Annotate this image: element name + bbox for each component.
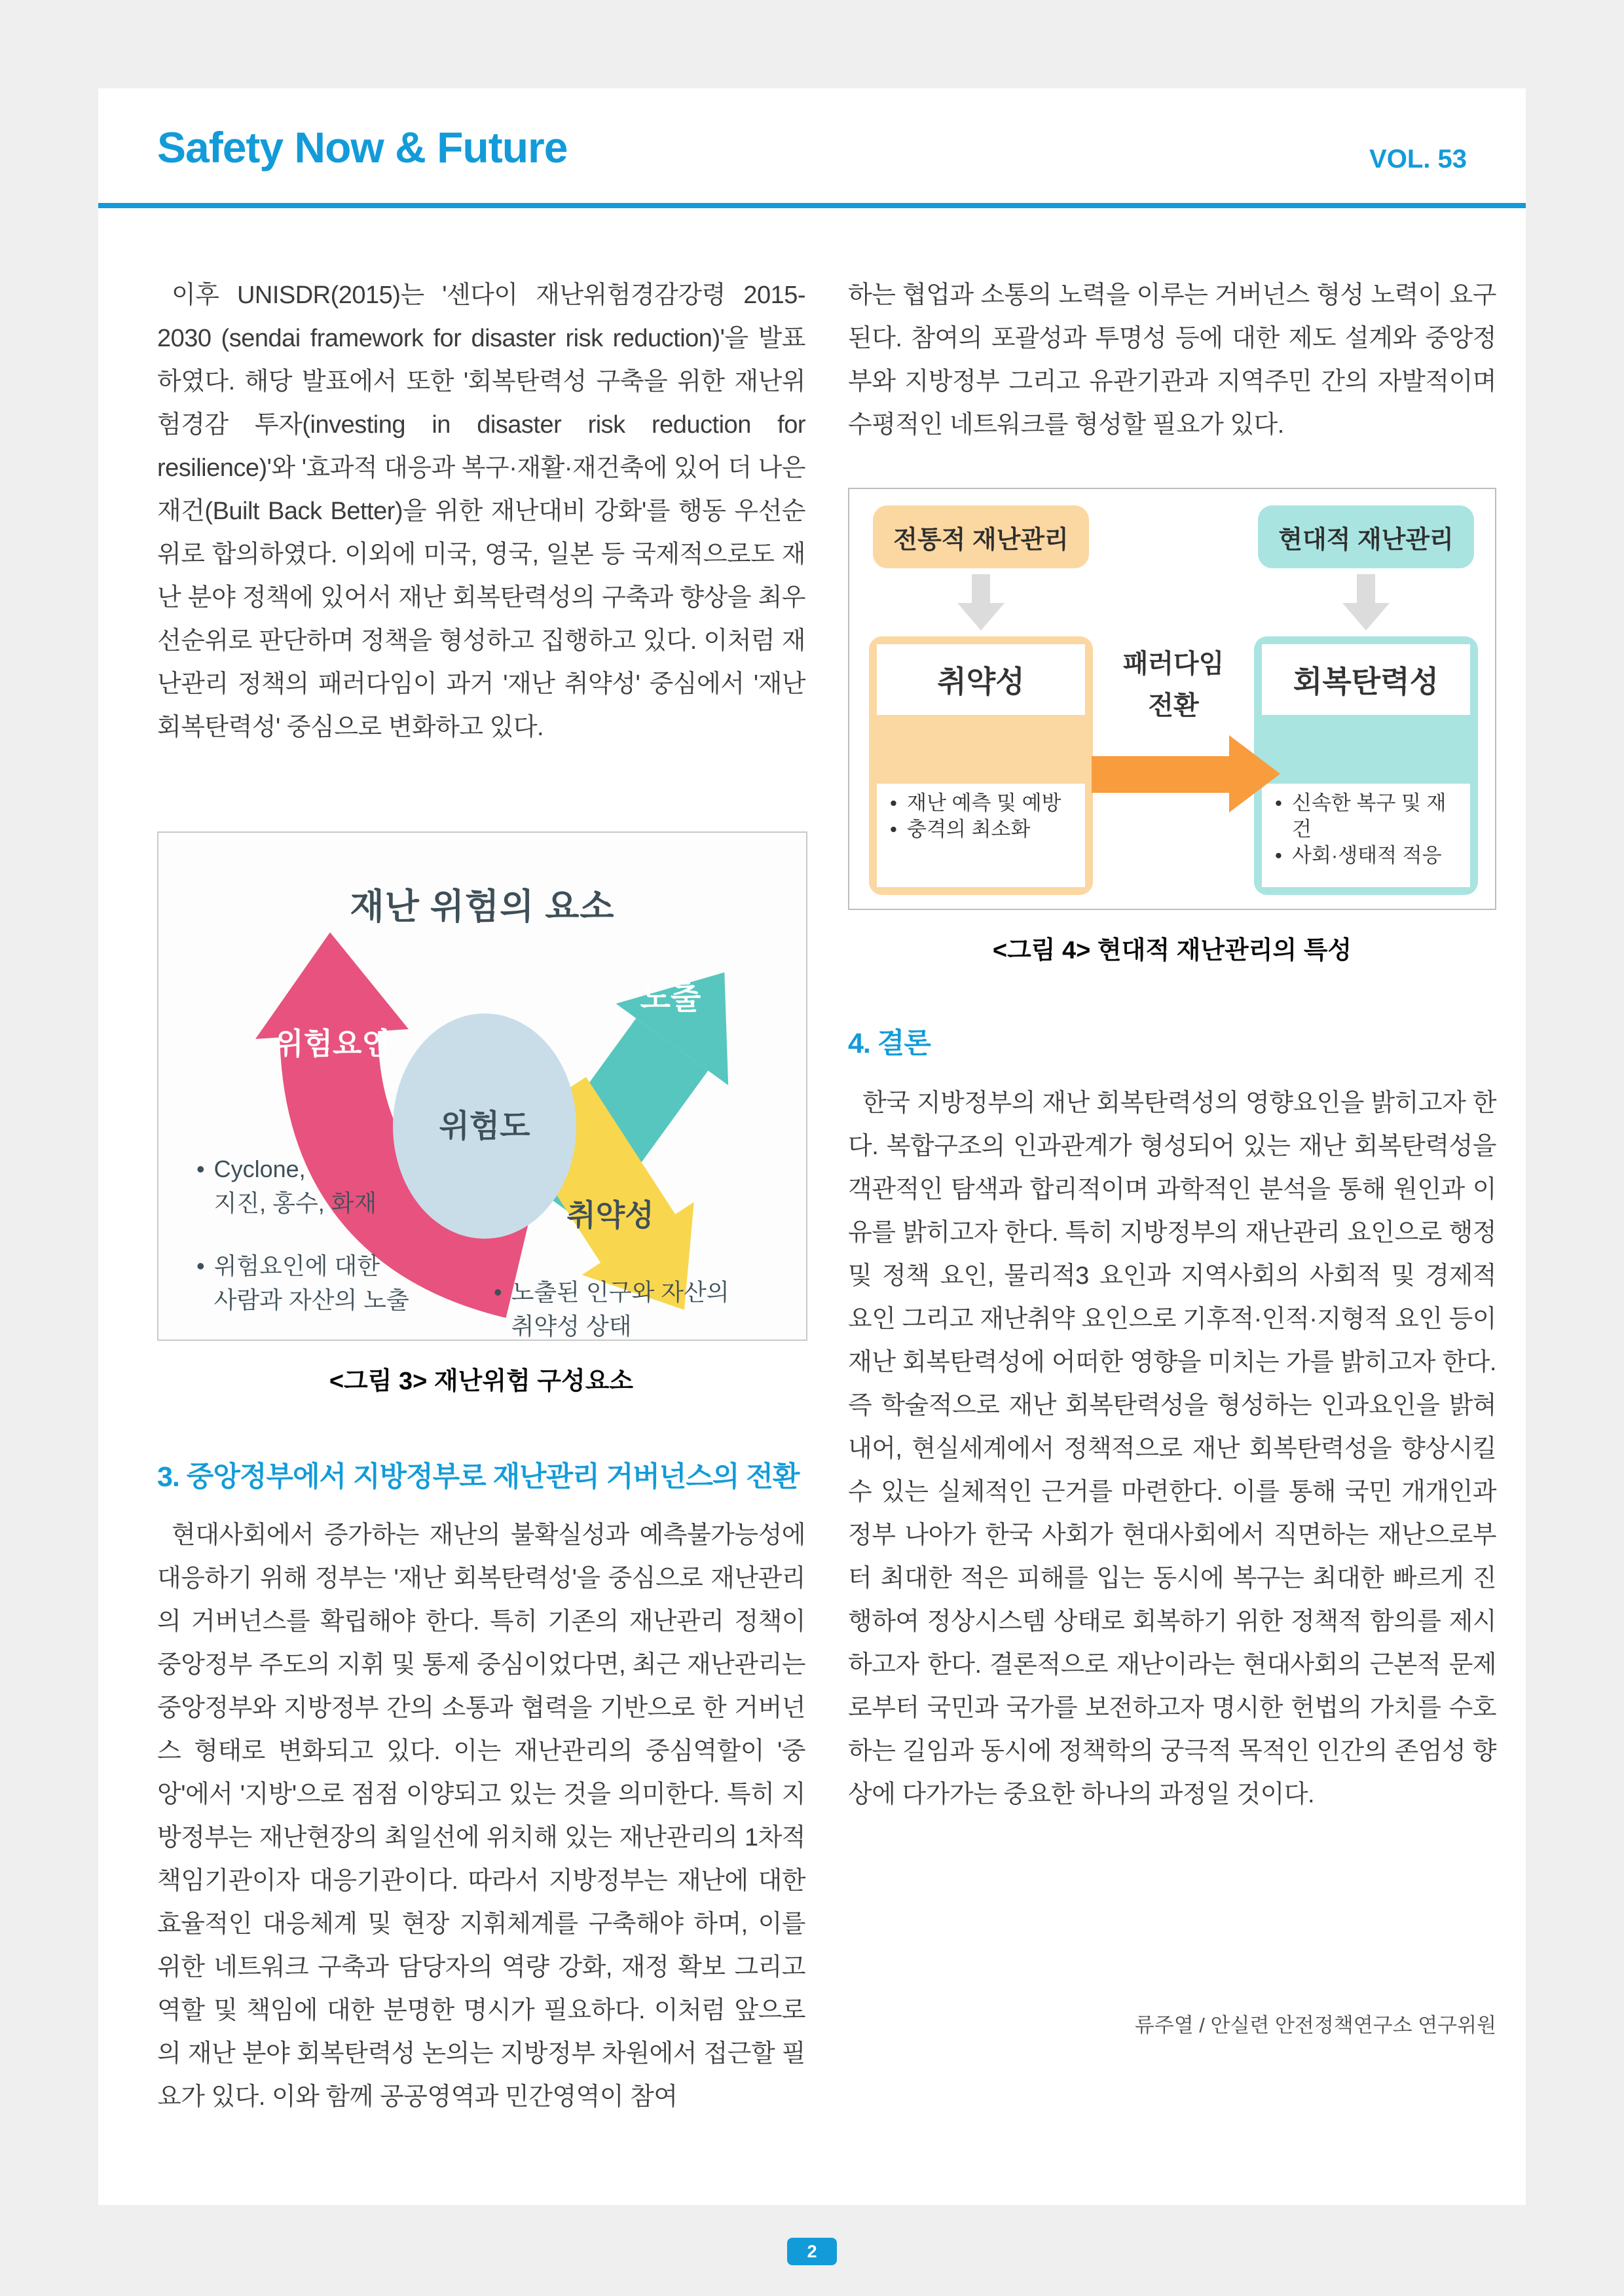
panel-bullet: • 재난 예측 및 예방 <box>887 790 1080 816</box>
left-column <box>157 88 807 2205</box>
exposure-label: 노출 <box>640 981 701 1015</box>
resilience-panel <box>1254 636 1478 895</box>
author-byline: 류주열 / 안실련 안전정책연구소 연구위원 <box>1134 2014 1496 2037</box>
paragraph-conclusion: 한국 지방정부의 재난 회복탄력성의 영향요인을 밝히고자 한다. 복합구조의 인과관계가 형성되어 있는 재난 회복탄력성을 객관적인 탐색과 합리적이며 과학적인 분석을 통해 원인과 이유를 밝히고자 한다. 특히 지방정부의 재난관리 요인으로 행정 및 정책 요인, 물리적3 요인과 지역사회의 사회적 및 경제적 요인 그리고 재난취약 요인으로 기후적·인적·지형적 요인 등이 재난 회복탄력성에 어떠한 영향을 미치는 가를 밝히고자 한다. 즉 학술적으로 재난 회복탄력성을 형성하는 인과요인을 밝혀내어, 현실세계에서 정책적으로 재난 회복탄력성을 향상시킬 수 있는 실체적인 근거를 마련한다. 이를 통해 국민 개개인과 정부 나아가 한국 사회가 현대사회에서 직면하는 재난으로부터 최대한 적은 피해를 입는 동시에 복구는 최대한 빠르게 진행하여 정상시스템 상태로 회복하기 위한 정책적 함의를 제시하고자 한다. 결론적으로 재난이라는 현대사회의 근본적 문제로부터 국민과 국가를 보전하고자 명시한 헌법의 가치를 수호하는 길임과 동시에 정책학의 궁극적 목적인 인간의 존엄성 향상에 다가가는 중요한 하나의 과정일 것이다. <box>848 1089 1496 1808</box>
bullet-line: Cyclone, <box>213 1156 306 1182</box>
paradigm-shift-label <box>1093 643 1254 727</box>
figure3-bullet-vulnerability-desc <box>494 1275 729 1341</box>
resilience-panel-title: 회복탄력성 <box>1262 644 1470 715</box>
bullet-line: 취약성 상태 <box>511 1313 632 1339</box>
modern-management-box: 현대적 재난관리 <box>1258 505 1474 568</box>
paragraph-unisdr: 이후 UNISDR(2015)는 '센다이 재난위험경감강령 2015-2030 (sendai framework for disaster risk reduction)'을 발표하였다. 해당 발표에서 또한 '회복탄력성 구축을 위한 재난위험경감 투자(investing in disaster risk reduction for resilience)'와 '효과적 대응과 복구·재활·재건축에 있어 더 나은 재건(Built Back Better)을 위한 재난대비 강화'를 행동 우선순위로 합의하였다. 이외에 미국, 영국, 일본 등 국제적으로도 재난 분야 정책에 있어서 재난 회복탄력성의 구축과 향상을 최우선순위로 판단하며 정책을 형성하고 집행하고 있다. 이처럼 재난관리 정책의 패러다임이 과거 '재난 취약성' 중심에서 '재난 회복탄력성' 중심으로 변화하고 있다. <box>157 282 805 741</box>
bullet-line: 사람과 자산의 노출 <box>213 1286 409 1313</box>
paradigm-shift-arrow-icon <box>1092 730 1282 815</box>
paradigm-label-line: 전환 <box>1148 691 1199 720</box>
vulnerability-panel-title: 취약성 <box>877 644 1085 715</box>
figure3-bullet-hazard-examples <box>196 1152 377 1220</box>
paragraph-section3: 현대사회에서 증가하는 재난의 불확실성과 예측불가능성에 대응하기 위해 정부는 '재난 회복탄력성'을 중심으로 재난관리의 거버넌스를 확립해야 한다. 특히 기존의 재난관리 정책이 중앙정부 주도의 지휘 및 통제 중심이었다면, 최근 재난관리는 중앙정부와 지방정부 간의 소통과 협력을 기반으로 한 거버넌스 형태로 변화되고 있다. 이는 재난관리의 중심역할이 '중앙'에서 '지방'으로 점점 이양되고 있는 것을 의미한다. 특히 지방정부는 재난현장의 최일선에 위치해 있는 재난관리의 1차적 책임기관이자 대응기관이다. 따라서 지방정부는 재난에 대한 효율적인 대응체계 및 현장 지휘체계를 구축해야 하며, 이를 위한 네트워크 구축과 담당자의 역량 강화, 재정 확보 그리고 역할 및 책임에 대한 분명한 명시가 필요하다. 이처럼 앞으로의 재난 분야 회복탄력성 논의는 지방정부 차원에서 접근할 필요가 있다. 이와 함께 공공영역과 민간영역이 참여 <box>157 1522 805 2111</box>
traditional-management-box: 전통적 재난관리 <box>873 505 1089 568</box>
page-number-badge <box>787 2238 837 2265</box>
resilience-panel-bullets <box>1262 784 1470 887</box>
figure-modern-disaster-management <box>848 488 1496 910</box>
bullet-dot: • <box>196 1252 205 1279</box>
bullet-dot: • <box>494 1279 502 1305</box>
hazard-label: 위험요인 <box>274 1027 391 1061</box>
down-arrow-icon <box>955 574 1007 632</box>
figure3-title: 재난 위험의 요소 <box>350 887 615 926</box>
section4-heading: 4. 결론 <box>848 1028 931 1059</box>
vulnerability-panel <box>869 636 1093 895</box>
figure-disaster-risk-elements <box>157 831 807 1341</box>
paragraph-governance: 하는 협업과 소통의 노력을 이루는 거버넌스 형성 노력이 요구된다. 참여의 포괄성과 투명성 등에 대한 제도 설계와 중앙정부와 지방정부 그리고 유관기관과 지역주민 간의 자발적이며 수평적인 네트워크를 형성할 필요가 있다. <box>848 282 1496 439</box>
figure3-caption: <그림 3> 재난위험 구성요소 <box>329 1368 634 1395</box>
figure3-bullet-exposure-desc <box>196 1249 409 1317</box>
bullet-line: 지진, 홍수, 화재 <box>213 1190 377 1216</box>
page-number: 2 <box>807 2241 817 2261</box>
panel-bullet: • 신속한 복구 및 재건 <box>1272 790 1465 843</box>
paradigm-label-line: 패러다임 <box>1122 649 1225 678</box>
vulnerability-label: 취약성 <box>566 1198 654 1232</box>
section3-heading: 3. 중앙정부에서 지방정부로 재난관리 거버넌스의 전환 <box>157 1461 800 1493</box>
panel-bullet: • 사회·생태적 적응 <box>1272 843 1465 869</box>
down-arrow-icon <box>1340 574 1392 632</box>
newsletter-title: Safety Now & Future <box>157 123 568 172</box>
bullet-line: 노출된 인구와 자산의 <box>511 1279 729 1305</box>
volume-label: VOL. 53 <box>1369 145 1467 173</box>
vulnerability-panel-bullets <box>877 784 1085 887</box>
right-column <box>848 88 1498 2205</box>
bullet-dot: • <box>196 1156 205 1182</box>
panel-bullet: • 충격의 최소화 <box>887 816 1080 843</box>
figure4-caption: <그림 4> 현대적 재난관리의 특성 <box>992 937 1352 964</box>
risk-label: 위험도 <box>439 1109 530 1144</box>
newsletter-page <box>98 88 1526 2205</box>
bullet-line: 위험요인에 대한 <box>213 1252 380 1279</box>
